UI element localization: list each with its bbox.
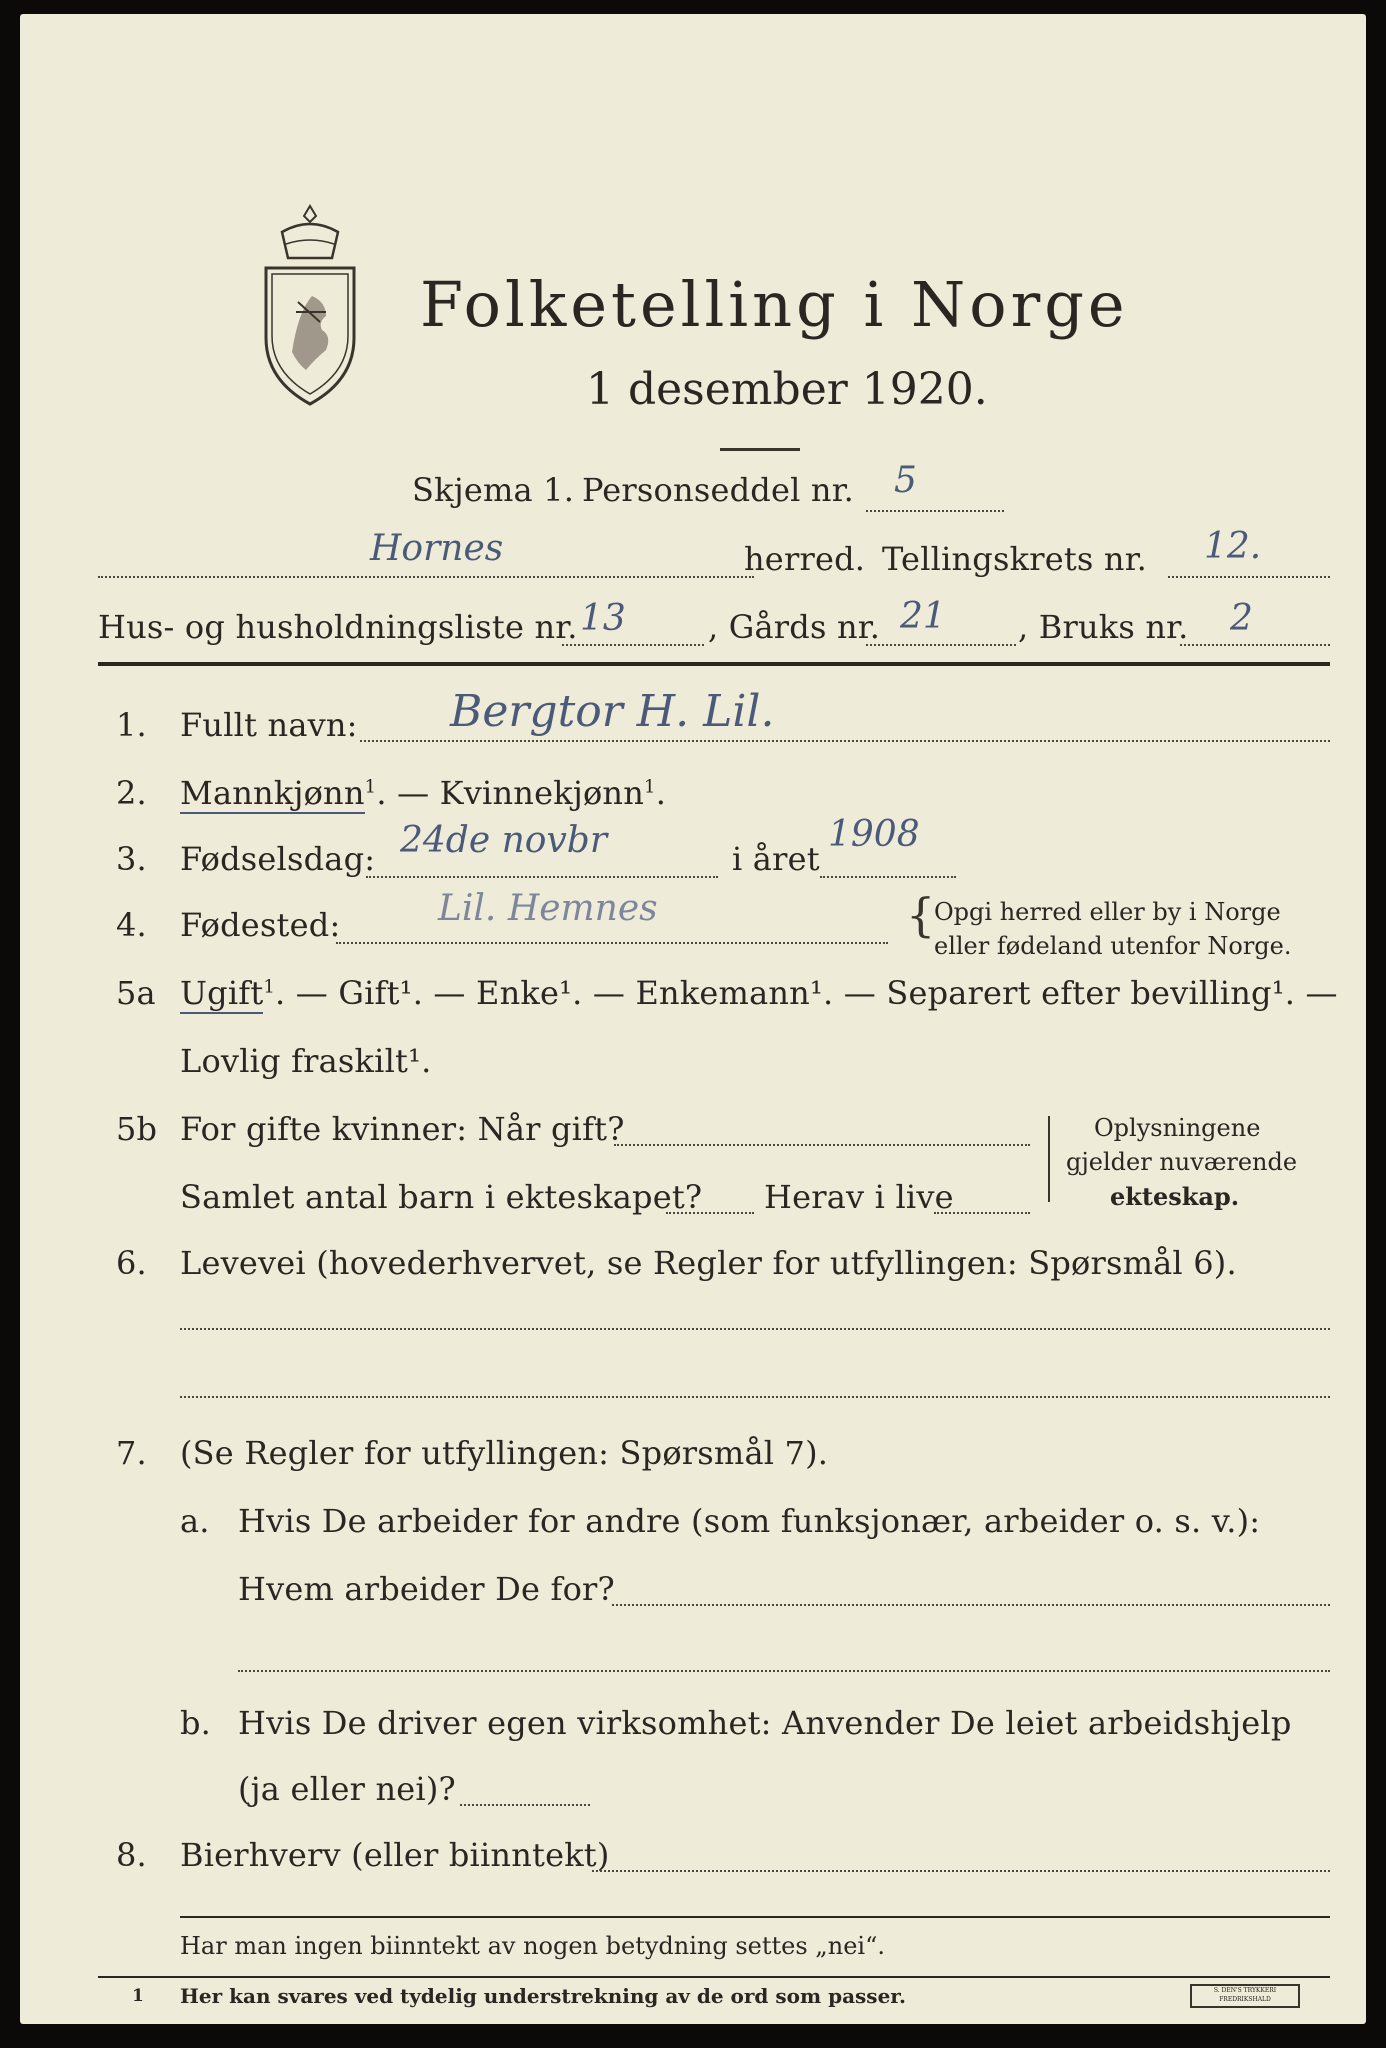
marriage-note-1: Oplysningene xyxy=(1094,1114,1261,1142)
krets-label: Tellingskrets nr. xyxy=(882,540,1148,578)
full-name-value: Bergtor H. Lil. xyxy=(450,686,775,737)
schema-label: Skjema 1. xyxy=(412,471,575,509)
q6-number: 6. xyxy=(116,1244,147,1282)
birth-year-value: 1908 xyxy=(828,814,920,855)
footnote-number: 1 xyxy=(132,1986,144,2006)
q7-label: (Se Regler for utfyllingen: Spørsmål 7). xyxy=(180,1434,829,1472)
hus-number: 13 xyxy=(580,598,626,639)
q3-label: Fødselsdag: xyxy=(180,840,376,878)
bruks-label: , Bruks nr. xyxy=(1018,608,1189,646)
bruks-number: 2 xyxy=(1230,598,1253,639)
children-label: Samlet antal barn i ekteskapet? xyxy=(180,1178,703,1216)
municipality-value: Hornes xyxy=(370,528,504,569)
q6-label: Levevei (hovederhvervet, se Regler for utfyllingen: Spørsmål 6). xyxy=(180,1244,1237,1282)
married-when-label: For gifte kvinner: Når gift? xyxy=(180,1110,625,1148)
q8-number: 8. xyxy=(116,1836,147,1874)
q4-number: 4. xyxy=(116,906,147,944)
q1-label: Fullt navn: xyxy=(180,706,358,744)
footnote-text: Her kan svares ved tydelig understrekning av de ord som passer. xyxy=(180,1984,906,2008)
footer-divider xyxy=(180,1916,1330,1918)
alive-label: Herav i live xyxy=(764,1178,954,1216)
marital-options: Ugift$^1$. — Gift¹. — Enke¹. — Enkemann¹. — Separert efter bevilling¹. — xyxy=(180,974,1338,1012)
gards-number: 21 xyxy=(900,596,946,637)
q7a-text: Hvis De arbeider for andre (som funksjonær, arbeider o. s. v.): xyxy=(238,1502,1261,1540)
gards-label: , Gårds nr. xyxy=(708,608,881,646)
marriage-note-3: ekteskap. xyxy=(1110,1182,1240,1211)
header-divider xyxy=(98,662,1330,666)
year-label: i året xyxy=(732,840,820,878)
sex-options: Mannkjønn$^1$. — Kvinnekjønn$^1$. xyxy=(180,774,667,812)
male-option: Mannkjønn xyxy=(180,774,365,812)
q4-label: Fødested: xyxy=(180,906,341,944)
person-label: Personseddel nr. xyxy=(582,471,855,509)
q7b-question: (ja eller nei)? xyxy=(238,1770,456,1808)
printer-stamp: S. DEN'S TRYKKERI FREDRIKSHALD xyxy=(1190,1984,1300,2008)
census-form: Folketelling i Norge 1 desember 1920. Skjema 1. Personseddel nr. 5 Hornes herred. Tellingskrets nr. 12. Hus- og husholdningsliste nr. 13 , Gårds nr. 21 , Bruks nr. 2 1. Fullt navn: Bergtor H. Lil. 2. Mannkjønn$^1$. — Kvinnekjønn$^1$. 3. Fødselsdag: 24de novbr i året 1908 4. Fødested: Lil. Hemnes { Opgi herred eller by i Norge eller fødeland utenfor Norge. 5a Ugift$^1$. — Gift¹. — Enke¹. — Enkemann¹. — Separert efter bevilling¹. — Lovlig fraskilt¹. 5b For gifte kvinner: Når gift? Samlet antal barn i ekteskapet? Herav i live Oplysningene gjelder nuværende ekteskap. 6. Levevei (hovederhvervet, se Regler for utfyllingen: Spørsmål 6). 7. (Se Regler for utfyllingen: Spørsmål 7). a. Hvis De arbeider for andre (som funksjonær, arbeider o. s. v.): Hvem arbeider De for? b. Hvis De driver egen virksomhet: Anvender De leiet arbeidshjelp (ja eller nei)? 8. Bierhverv (eller biinntekt) Har man ingen biinntekt av nogen betydning settes „nei“. 1 Her kan svares ved tydelig understrekning av de ord som passer. S. DEN'S TRYKKERI FREDRIKSHALD xyxy=(20,14,1366,2024)
q8-label: Bierhverv (eller biinntekt) xyxy=(180,1836,610,1874)
q7b-letter: b. xyxy=(180,1704,212,1742)
q7b-text: Hvis De driver egen virksomhet: Anvender De leiet arbeidshjelp xyxy=(238,1704,1292,1742)
hus-label: Hus- og husholdningsliste nr. xyxy=(98,608,578,646)
person-number: 5 xyxy=(894,460,917,501)
ugift-option: Ugift xyxy=(180,974,264,1012)
q7a-letter: a. xyxy=(180,1502,210,1540)
birthday-value: 24de novbr xyxy=(400,820,608,861)
marital-options-line2: Lovlig fraskilt¹. xyxy=(180,1042,432,1080)
marriage-note-2: gjelder nuværende xyxy=(1066,1148,1298,1176)
q7a-question: Hvem arbeider De for? xyxy=(238,1570,615,1608)
form-title: Folketelling i Norge xyxy=(420,268,1129,341)
q3-number: 3. xyxy=(116,840,147,878)
q2-number: 2. xyxy=(116,774,147,812)
female-option: Kvinnekjønn xyxy=(439,774,645,812)
q5b-number: 5b xyxy=(116,1110,158,1148)
census-date: 1 desember 1920. xyxy=(586,364,988,415)
footnote-divider xyxy=(98,1976,1330,1978)
birthplace-note-1: Opgi herred eller by i Norge xyxy=(934,898,1281,926)
birthplace-note-2: eller fødeland utenfor Norge. xyxy=(934,932,1292,960)
coat-of-arms-icon xyxy=(252,202,368,412)
title-divider xyxy=(720,448,800,451)
birthplace-value: Lil. Hemnes xyxy=(438,888,658,929)
q7-number: 7. xyxy=(116,1434,147,1472)
krets-number: 12. xyxy=(1204,526,1262,567)
herred-label: herred. xyxy=(744,540,866,578)
footer-note: Har man ingen biinntekt av nogen betydning settes „nei“. xyxy=(180,1932,885,1960)
q1-number: 1. xyxy=(116,706,147,744)
q5a-number: 5a xyxy=(116,974,156,1012)
